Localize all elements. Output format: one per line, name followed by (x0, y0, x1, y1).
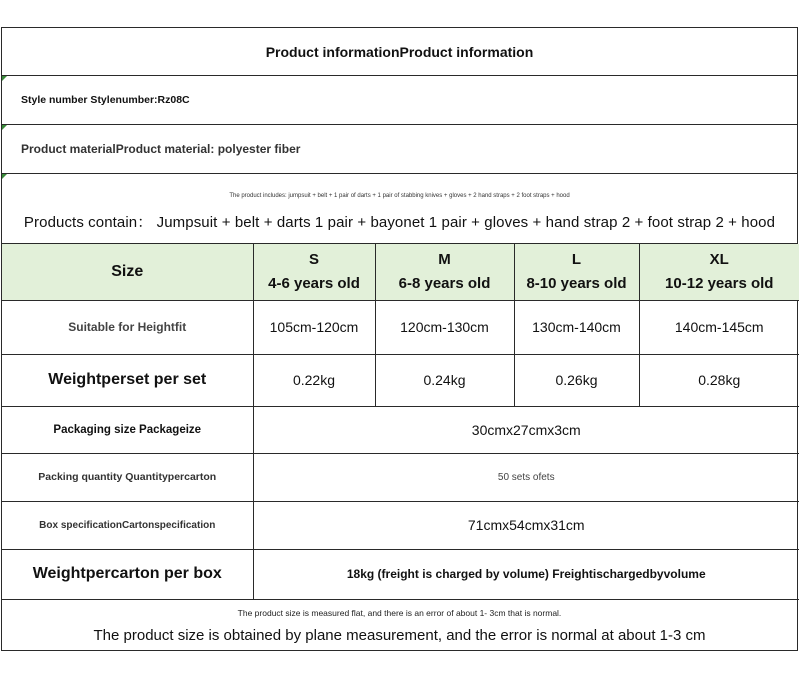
weight-cell: 0.24kg (375, 354, 514, 406)
size-age: 10-12 years old (665, 274, 774, 292)
size-code: S (308, 250, 319, 268)
packing-quantity-label: Packing quantity Quantitypercarton (2, 453, 253, 501)
package-size-value: 30cmx27cmx3cm (253, 406, 799, 453)
height-cell: 105cm-120cm (253, 300, 375, 354)
height-row (2, 300, 799, 354)
corner-marker-icon (2, 125, 7, 130)
contents-text: Products contain： Jumpsuit + belt + darts 1 pair + bayonet 1 pair + gloves + hand strap 2 + foot strap 2 + hood (23, 214, 776, 231)
product-info-sheet (1, 27, 798, 651)
size-table (2, 244, 799, 600)
corner-marker-icon (2, 174, 7, 179)
height-cell: 140cm-145cm (639, 300, 799, 354)
contents-row (2, 174, 797, 244)
size-header-row (2, 244, 799, 300)
size-code: M (438, 250, 451, 268)
package-size-row (2, 406, 799, 453)
corner-marker-icon (2, 76, 7, 81)
box-weight-value: 18kg (freight is charged by volume) Freightischargedbyvolume (253, 549, 799, 599)
packing-quantity-row (2, 453, 799, 501)
style-number-row (2, 76, 797, 125)
size-age: 8-10 years old (526, 274, 627, 292)
material-row (2, 125, 797, 174)
box-spec-row (2, 501, 799, 549)
packing-quantity-value: 50 sets ofets (253, 453, 799, 501)
package-size-label: Packaging size Packageize (2, 406, 253, 453)
material-text: Product materialProduct material: polyester fiber (21, 142, 301, 156)
height-cell: 120cm-130cm (375, 300, 514, 354)
size-code: XL (709, 250, 729, 268)
height-cell: 130cm-140cm (514, 300, 639, 354)
note-small-text: The product size is measured flat, and there is an error of about 1- 3cm that is normal. (237, 608, 562, 618)
size-header-m (375, 244, 514, 300)
style-number-text: Style number Stylenumber:Rz08C (21, 94, 190, 106)
size-header-label: Size (2, 244, 253, 300)
size-age: 6-8 years old (398, 274, 491, 292)
weight-row (2, 354, 799, 406)
weight-cell: 0.26kg (514, 354, 639, 406)
size-age: 4-6 years old (268, 274, 360, 292)
box-weight-label: Weightpercarton per box (2, 549, 253, 599)
contents-small-text: The product includes: jumpsuit + belt + 1 pair of darts + 1 pair of stabbing knives + gloves + 2 hand straps + 2 foot straps + hood (229, 193, 570, 199)
size-header-xl (639, 244, 799, 300)
height-label: Suitable for Heightfit (2, 300, 253, 354)
size-code: L (571, 250, 582, 268)
size-header-l (514, 244, 639, 300)
weight-label: Weightperset per set (2, 354, 253, 406)
box-weight-row (2, 549, 799, 599)
weight-cell: 0.28kg (639, 354, 799, 406)
note-text: The product size is obtained by plane measurement, and the error is normal at about 1-3 cm (93, 627, 706, 644)
weight-cell: 0.22kg (253, 354, 375, 406)
size-header-s (253, 244, 375, 300)
box-spec-value: 71cmx54cmx31cm (253, 501, 799, 549)
measurement-note (2, 600, 797, 652)
sheet-title: Product informationProduct information (2, 28, 797, 76)
box-spec-label: Box specificationCartonspecification (2, 501, 253, 549)
